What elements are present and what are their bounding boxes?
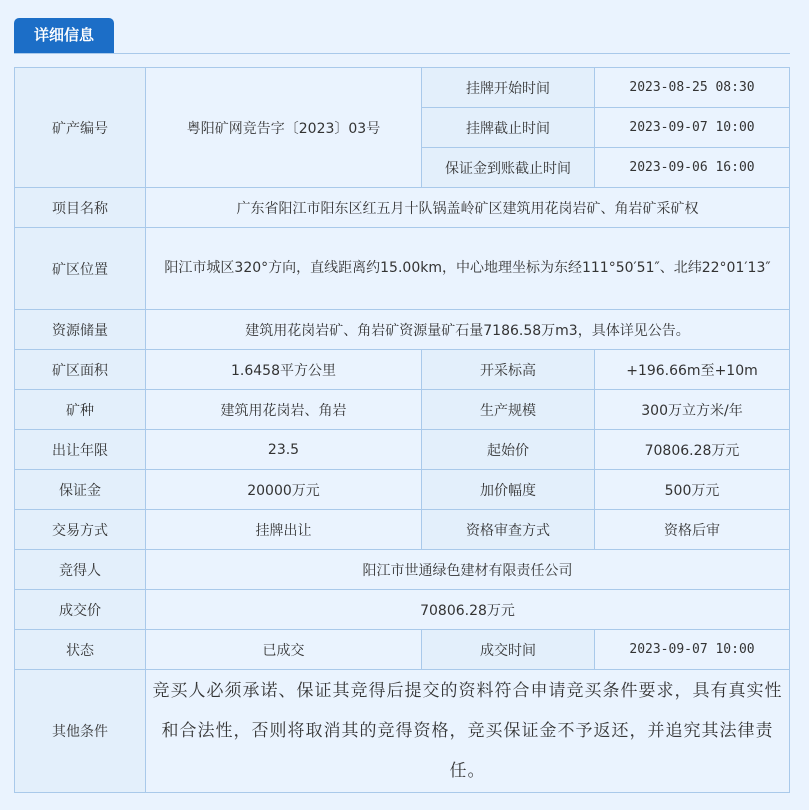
start-price-value: 70806.28万元 [595,430,790,470]
list-end-label: 挂牌截止时间 [422,108,595,148]
table-row [15,550,790,590]
reserves-value: 建筑用花岗岩矿、角岩矿资源量矿石量7186.58万m3，具体详见公告。 [146,310,790,350]
project-label: 项目名称 [15,188,146,228]
table-row [15,350,790,390]
table-row [15,590,790,630]
deposit-label: 保证金 [15,470,146,510]
tab-details[interactable]: 详细信息 [14,18,114,53]
area-value: 1.6458平方公里 [146,350,422,390]
increment-label: 加价幅度 [422,470,595,510]
table-row [15,430,790,470]
elevation-value: +196.66m至+10m [595,350,790,390]
list-end-value: 2023-09-07 10:00 [595,108,790,148]
table-row [15,68,790,108]
review-mode-value: 资格后审 [595,510,790,550]
tab-bar [14,16,790,54]
detail-table [14,67,790,793]
table-row [15,310,790,350]
project-value: 广东省阳江市阳东区红五月十队锅盖岭矿区建筑用花岗岩矿、角岩矿采矿权 [146,188,790,228]
bidder-label: 竞得人 [15,550,146,590]
start-price-label: 起始价 [422,430,595,470]
deposit-deadline-label: 保证金到账截止时间 [422,148,595,188]
elevation-label: 开采标高 [422,350,595,390]
table-row [15,470,790,510]
scale-value: 300万立方米/年 [595,390,790,430]
table-row [15,228,790,310]
status-value: 已成交 [146,630,422,670]
mineral-value: 建筑用花岗岩、角岩 [146,390,422,430]
list-start-value: 2023-08-25 08:30 [595,68,790,108]
mineral-label: 矿种 [15,390,146,430]
bidder-value: 阳江市世通绿色建材有限责任公司 [146,550,790,590]
table-row [15,510,790,550]
review-mode-label: 资格审查方式 [422,510,595,550]
deposit-deadline-value: 2023-09-06 16:00 [595,148,790,188]
location-label: 矿区位置 [15,228,146,310]
status-label: 状态 [15,630,146,670]
table-row [15,670,790,793]
deal-price-label: 成交价 [15,590,146,630]
scale-label: 生产规模 [422,390,595,430]
increment-value: 500万元 [595,470,790,510]
other-label: 其他条件 [15,670,146,793]
term-label: 出让年限 [15,430,146,470]
trade-mode-label: 交易方式 [15,510,146,550]
other-value: 竞买人必须承诺、保证其竞得后提交的资料符合申请竞买条件要求，具有真实性和合法性，否则将取消其的竞得资格，竞买保证金不予返还，并追究其法律责任。 [146,670,790,793]
deal-time-value: 2023-09-07 10:00 [595,630,790,670]
deposit-value: 20000万元 [146,470,422,510]
mine-no-value: 粤阳矿网竞告字〔2023〕03号 [146,68,422,188]
table-row [15,630,790,670]
mine-no-label: 矿产编号 [15,68,146,188]
area-label: 矿区面积 [15,350,146,390]
location-value: 阳江市城区320°方向，直线距离约15.00km，中心地理坐标为东经111°50′51″、北纬22°01′13″ [146,228,790,310]
trade-mode-value: 挂牌出让 [146,510,422,550]
list-start-label: 挂牌开始时间 [422,68,595,108]
table-row [15,188,790,228]
table-row [15,390,790,430]
reserves-label: 资源储量 [15,310,146,350]
deal-price-value: 70806.28万元 [146,590,790,630]
term-value: 23.5 [146,430,422,470]
deal-time-label: 成交时间 [422,630,595,670]
